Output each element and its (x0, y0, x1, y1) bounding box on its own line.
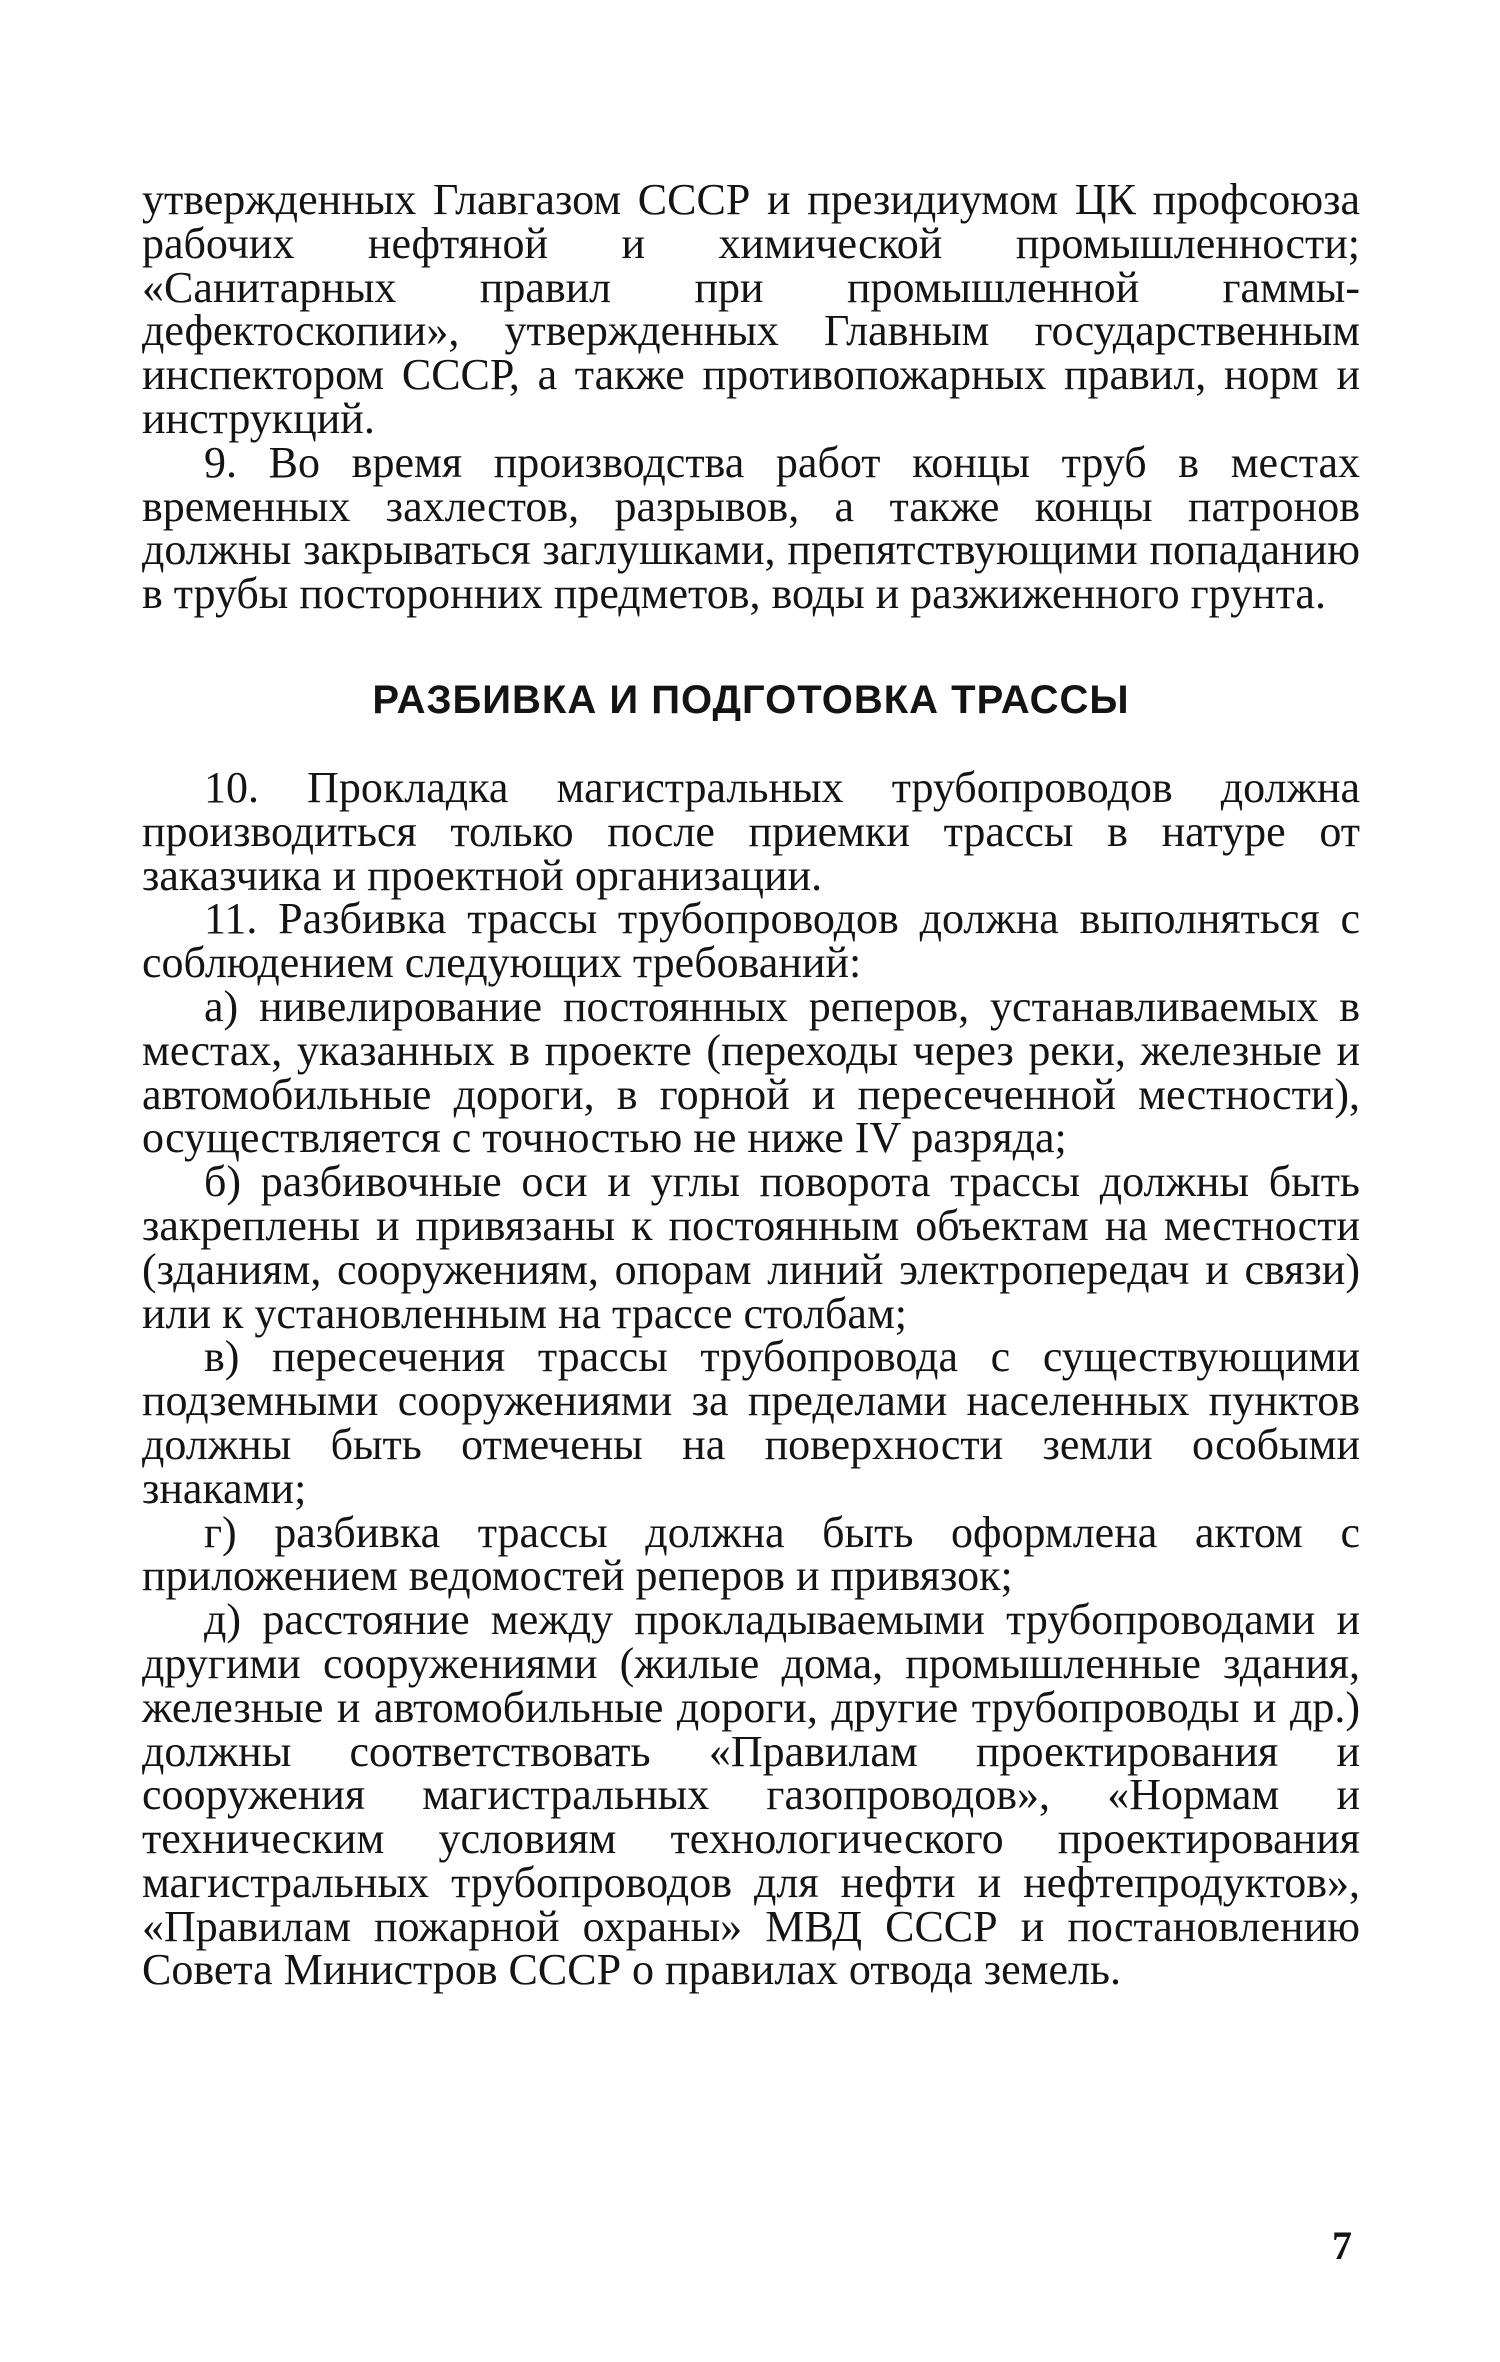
section-heading: РАЗБИВКА И ПОДГОТОВКА ТРАССЫ (372, 677, 1130, 722)
paragraph-continuation: утвержденных Главгазом СССР и президиумом ЦК профсоюза рабочих нефтяной и химической промышленности; «Санитарных правил при промышленной гаммы-дефектоскопии», утвержденных Главным государственным инспектором СССР, а также противопожарных правил, норм и инструкций. (142, 175, 1360, 443)
paragraph-11b: б) разбивочные оси и углы поворота трассы должны быть закреплены и привязаны к постоянным объектам на местности (зданиям, сооружениям, опорам линий электропередач и связи) или к установленным на трассе столбам; (142, 1157, 1360, 1338)
paragraph-11a: а) нивелирование постоянных реперов, устанавливаемых в местах, указанных в проекте (переходы через реки, железные и автомобильные дороги, в горной и пересеченной местности), осуществляется с точностью не ниже IV разряда; (142, 981, 1360, 1163)
paragraph-11g: г) разбивка трассы должна быть оформлена актом с приложением ведомостей реперов и привязок; (142, 1507, 1360, 1601)
paragraph-10: 10. Прокладка магистральных трубопроводов должна производиться только после приемки трассы в натуре от заказчика и проектной организации. (142, 762, 1360, 900)
paragraph-9: 9. Во время производства работ концы труб в местах временных захлестов, разрывов, а также концы патронов должны закрываться заглушками, препятствующими попаданию в трубы посторонних предметов, воды и разжиженного грунта. (142, 437, 1360, 619)
page-body (142, 175, 1360, 1995)
paragraph-11d: д) расстояние между прокладываемыми трубопроводами и другими сооружениями (жилые дома, промышленные здания, железные и автомобильные дороги, другие трубопроводы и др.) должны соответствовать «Правилам проектирования и сооружения магистральных газопроводов», «Нормам и техническим условиям технологического проектирования магистральных трубопроводов для нефти и нефтепродуктов», «Правилам пожарной охраны» МВД СССР и постановлению Совета Министров СССР о правилах отвода земель. (142, 1595, 1360, 1995)
paragraph-11: 11. Разбивка трассы трубопроводов должна выполняться с соблюдением следующих требований: (142, 894, 1360, 988)
page-number: 7 (1332, 2223, 1352, 2268)
paragraph-11v: в) пересечения трассы трубопровода с существующими подземными сооружениями за пределами населенных пунктов должны быть отмечены на поверхности земли особыми знаками; (142, 1332, 1360, 1513)
